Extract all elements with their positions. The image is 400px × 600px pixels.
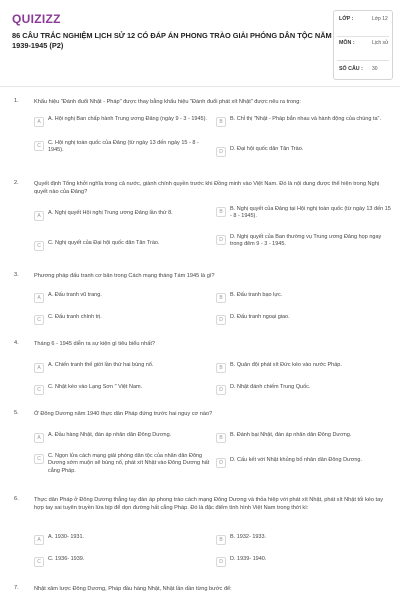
question-number: 1. xyxy=(14,98,19,104)
question-text: Quyết định Tổng khởi nghĩa trong cả nước, giành chính quyền trước khi Đồng minh vào Việt Nam. Đó là nội dung được thể hiện trong Nghị quyết nào của Đảng? xyxy=(34,181,380,195)
option-b[interactable] xyxy=(216,432,394,443)
option-b[interactable] xyxy=(216,362,394,373)
option-text: D. Cấu kết với Nhật khủng bố nhân dân Đông Dương. xyxy=(230,457,362,463)
question-number: 3. xyxy=(14,272,19,278)
question-text: Khẩu hiệu "Đánh đuổi Nhật - Pháp" được thay bằng khẩu hiệu "Đánh đuổi phát xít Nhật" được nêu ra trong: xyxy=(34,99,301,105)
option-letter-c: C xyxy=(34,141,44,151)
option-d[interactable] xyxy=(216,234,394,249)
meta-subject-label: MÔN : xyxy=(339,40,355,46)
option-letter-a: A xyxy=(34,293,44,303)
option-text: A. 1930- 1931. xyxy=(48,534,85,540)
question-text: Tháng 6 - 1945 diễn ra sự kiện gì tiêu biểu nhất? xyxy=(34,341,155,347)
question-text: Thực dân Pháp ở Đông Dương thẳng tay đàn áp phong trào cách mạng Đông Dương và thỏa hiệp với phát xít Nhật, phát xít Nhật tối kéo tay hợp tay sai tuyên truyền lừa bịp để dọn đường hất cẳng Pháp. Đó là đặc điểm tình hình Việt Nam trong thời kì: xyxy=(34,497,383,511)
option-d[interactable] xyxy=(216,457,394,468)
question-number: 7. xyxy=(14,585,19,591)
option-text: C. Nhật kéo vào Lạng Sơn " Việt Nam. xyxy=(48,384,143,390)
option-a[interactable] xyxy=(34,116,210,127)
option-text: A. Hội nghị Ban chấp hành Trung ương Đảng (ngày 9 - 3 - 1945). xyxy=(48,116,207,122)
meta-count-label: SỐ CÂU : xyxy=(339,66,363,72)
option-letter-a: A xyxy=(34,117,44,127)
option-text: D. Nhật đánh chiếm Trung Quốc. xyxy=(230,384,311,390)
option-b[interactable] xyxy=(216,534,394,545)
header-divider xyxy=(0,86,400,87)
option-text: B. Nghị quyết của Đảng tại Hội nghị toàn quốc (từ ngày 13 đến 15 - 8 - 1945). xyxy=(230,206,391,220)
option-b[interactable] xyxy=(216,292,394,303)
option-text: C. Hội nghị toàn quốc của Đảng (từ ngày 13 đến ngày 15 - 8 - 1945). xyxy=(48,140,199,154)
option-letter-d: D xyxy=(216,458,226,468)
option-text: C. Ngọn lửa cách mạng giải phóng dân tộc của nhân dân Đông Dương sớm muộn sẽ bùng nổ, phát xít Nhật vào Đông Dương hất cẳng Pháp. xyxy=(48,453,210,474)
option-letter-d: D xyxy=(216,147,226,157)
option-c[interactable] xyxy=(34,384,210,395)
worksheet-header xyxy=(0,0,400,85)
option-letter-d: D xyxy=(216,235,226,245)
option-letter-c: C xyxy=(34,557,44,567)
option-letter-c: C xyxy=(34,315,44,325)
question-number: 4. xyxy=(14,340,19,346)
quizizz-logo: QUIZIZZ xyxy=(12,12,61,26)
option-letter-c: C xyxy=(34,454,44,464)
option-c[interactable] xyxy=(34,556,210,567)
option-letter-a: A xyxy=(34,363,44,373)
option-a[interactable] xyxy=(34,210,210,221)
option-letter-b: B xyxy=(216,207,226,217)
option-a[interactable] xyxy=(34,292,210,303)
option-text: B. Đấu tranh bạo lực. xyxy=(230,292,283,298)
meta-subject-value: Lịch sử xyxy=(372,40,389,46)
option-letter-b: B xyxy=(216,293,226,303)
option-text: B. Quân đội phát xít Đức kéo vào nước Pháp. xyxy=(230,362,342,368)
option-c[interactable] xyxy=(34,453,210,475)
worksheet-title: 86 CÂU TRẮC NGHIỆM LỊCH SỬ 12 CÓ ĐÁP ÁN PHONG TRÀO GIẢI PHÓNG DÂN TỘC NĂM 1939-1945 (P2) xyxy=(12,31,332,50)
option-c[interactable] xyxy=(34,314,210,325)
option-letter-a: A xyxy=(34,433,44,443)
option-letter-b: B xyxy=(216,433,226,443)
option-text: A. Đấu tranh vũ trang. xyxy=(48,292,102,298)
question-number: 2. xyxy=(14,180,19,186)
option-text: D. Nghị quyết của Ban thường vụ Trung ương Đảng họp ngay trong đêm 9 - 3 - 1945. xyxy=(230,234,382,248)
option-c[interactable] xyxy=(34,240,210,251)
question-number: 6. xyxy=(14,496,19,502)
option-text: C. Nghị quyết của Đại hội quốc dân Tân Trào. xyxy=(48,240,160,246)
option-text: A. Nghị quyết Hội nghị Trung ương Đảng lần thứ 8. xyxy=(48,210,173,216)
meta-divider xyxy=(337,36,389,37)
option-letter-b: B xyxy=(216,535,226,545)
meta-divider xyxy=(337,60,389,61)
option-a[interactable] xyxy=(34,432,210,443)
option-d[interactable] xyxy=(216,384,394,395)
option-b[interactable] xyxy=(216,206,394,221)
option-letter-a: A xyxy=(34,211,44,221)
option-text: A. Đầu hàng Nhật, đàn áp nhân dân Đông Dương. xyxy=(48,432,172,438)
option-a[interactable] xyxy=(34,534,210,545)
worksheet-meta-box xyxy=(333,10,393,80)
meta-class-value: Lớp 12 xyxy=(372,16,388,22)
option-letter-c: C xyxy=(34,241,44,251)
option-b[interactable] xyxy=(216,116,394,127)
option-c[interactable] xyxy=(34,140,210,155)
option-letter-b: B xyxy=(216,117,226,127)
option-text: C. 1936- 1939. xyxy=(48,556,85,562)
meta-class-label: LỚP : xyxy=(339,16,354,22)
option-letter-d: D xyxy=(216,557,226,567)
option-text: D. 1939- 1940. xyxy=(230,556,267,562)
option-text: D. Đại hội quốc dân Tân Trào. xyxy=(230,146,304,152)
option-letter-d: D xyxy=(216,385,226,395)
option-letter-d: D xyxy=(216,315,226,325)
option-d[interactable] xyxy=(216,556,394,567)
question-text: Nhật xâm lược Đông Dương, Pháp đầu hàng Nhật, Nhật lần dần từng bước để: xyxy=(34,586,232,592)
option-letter-a: A xyxy=(34,535,44,545)
option-a[interactable] xyxy=(34,362,210,373)
option-d[interactable] xyxy=(216,314,394,325)
option-d[interactable] xyxy=(216,146,394,157)
option-text: B. 1932- 1933. xyxy=(230,534,267,540)
option-text: B. Chỉ thị "Nhật - Pháp bắn nhau và hành động của chúng ta". xyxy=(230,116,381,122)
option-text: C. Đấu tranh chính trị. xyxy=(48,314,102,320)
meta-count-value: 30 xyxy=(372,66,378,72)
question-text: Phương pháp đấu tranh cơ bản trong Cách mạng tháng Tám 1945 là gì? xyxy=(34,273,215,279)
option-text: A. Chiến tranh thế giới lần thứ hai bùng nổ. xyxy=(48,362,154,368)
question-number: 5. xyxy=(14,410,19,416)
option-text: D. Đấu tranh ngoại giao. xyxy=(230,314,290,320)
option-text: B. Đánh bại Nhật, đàn áp nhân dân Đông Dương. xyxy=(230,432,352,438)
option-letter-c: C xyxy=(34,385,44,395)
option-letter-b: B xyxy=(216,363,226,373)
question-text: Ở Đông Dương năm 1940 thực dân Pháp đứng trước hai nguy cơ nào? xyxy=(34,411,213,417)
